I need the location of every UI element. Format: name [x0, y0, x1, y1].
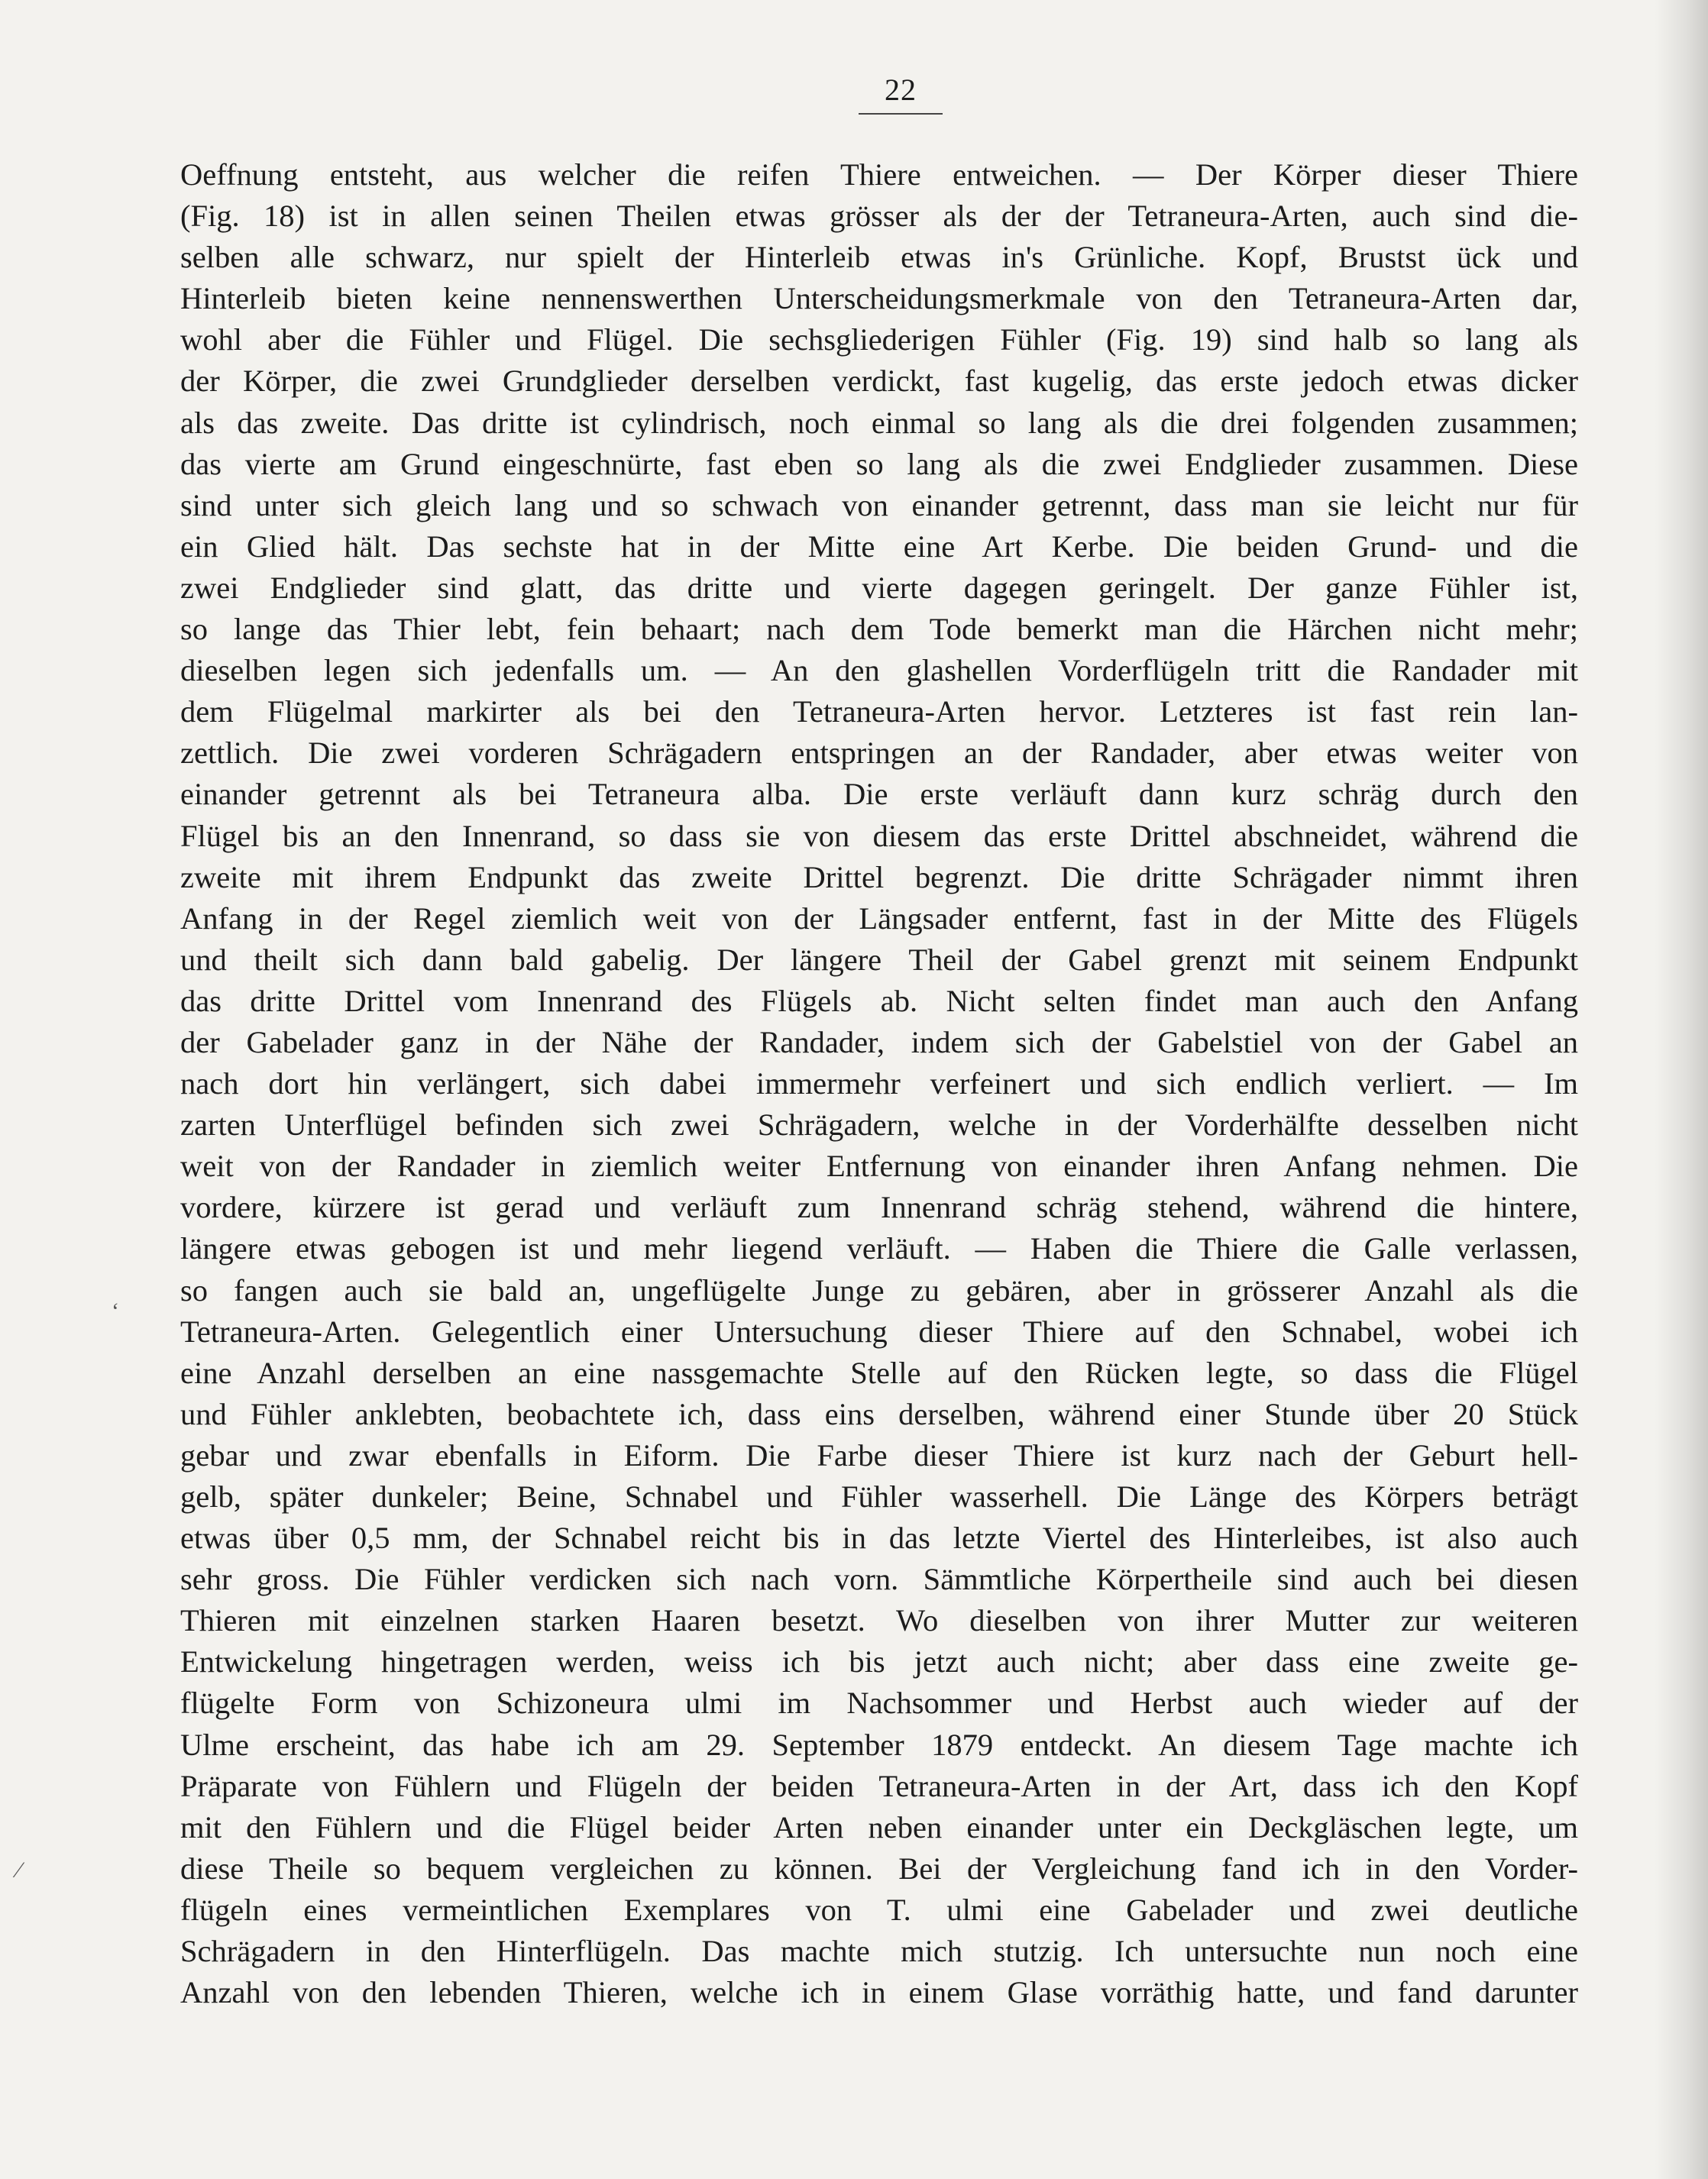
text-line: und theilt sich dann bald gabelig. Der längere Theil der Gabel grenzt mit seinem Endpunkt	[180, 942, 1578, 977]
text-line: Ulme erscheint, das habe ich am 29. September 1879 entdeckt. An diesem Tage machte ich	[180, 1727, 1578, 1762]
text-line: der Körper, die zwei Grundglieder derselben verdickt, fast kugelig, das erste jedoch etwas dicker	[180, 364, 1578, 399]
page-number-rule	[859, 113, 943, 115]
text-line: flügeln eines vermeintlichen Exemplares von T. ulmi eine Gabelader und zwei deutliche	[180, 1892, 1578, 1927]
text-line: Entwickelung hingetragen werden, weiss ich bis jetzt auch nicht; aber dass eine zweite ge-	[180, 1644, 1578, 1680]
text-line: gebar und zwar ebenfalls in Eiform. Die Farbe dieser Thiere ist kurz nach der Geburt hell-	[180, 1437, 1578, 1473]
text-line: Flügel bis an den Innenrand, so dass sie von diesem das erste Drittel abschneidet, während die	[180, 818, 1578, 853]
text-line: der Gabelader ganz in der Nähe der Randader, indem sich der Gabelstiel von der Gabel an	[180, 1024, 1578, 1059]
text-line: (Fig. 18) ist in allen seinen Theilen etwas grösser als der der Tetraneura-Arten, auch sind die-	[180, 199, 1578, 234]
text-line: so lange das Thier lebt, fein behaart; nach dem Tode bemerkt man die Härchen nicht mehr;	[180, 612, 1578, 647]
text-line: Anfang in der Regel ziemlich weit von der Längsader entfernt, fast in der Mitte des Flügels	[180, 900, 1578, 936]
text-line: das vierte am Grund eingeschnürte, fast eben so lang als die zwei Endglieder zusammen. Diese	[180, 446, 1578, 481]
text-line: wohl aber die Fühler und Flügel. Die sechsgliederigen Fühler (Fig. 19) sind halb so lang als	[180, 322, 1578, 357]
text-line: Thieren mit einzelnen starken Haaren besetzt. Wo dieselben von ihrer Mutter zur weiteren	[180, 1603, 1578, 1638]
text-line: Schrägadern in den Hinterflügeln. Das machte mich stutzig. Ich untersuchte nun noch eine	[180, 1934, 1578, 1969]
text-line: zettlich. Die zwei vorderen Schrägadern entspringen an der Randader, aber etwas weiter von	[180, 735, 1578, 771]
text-line: Anzahl von den lebenden Thieren, welche ich in einem Glase vorräthig hatte, und fand darunter	[180, 1975, 1578, 2010]
text-line: mit den Fühlern und die Flügel beider Arten neben einander unter ein Deckgläschen legte, um	[180, 1809, 1578, 1844]
text-line: einander getrennt als bei Tetraneura alba. Die erste verläuft dann kurz schräg durch den	[180, 777, 1578, 812]
text-line: zweite mit ihrem Endpunkt das zweite Drittel begrenzt. Die dritte Schrägader nimmt ihren	[180, 859, 1578, 894]
text-line: flügelte Form von Schizoneura ulmi im Nachsommer und Herbst auch wieder auf der	[180, 1686, 1578, 1721]
text-line: eine Anzahl derselben an eine nassgemachte Stelle auf den Rücken legte, so dass die Flügel	[180, 1355, 1578, 1390]
text-line: Oeffnung entsteht, aus welcher die reifen Thiere entweichen. — Der Körper dieser Thiere	[180, 157, 1578, 192]
text-line: Hinterleib bieten keine nennenswerthen Unterscheidungsmerkmale von den Tetraneura-Arten dar,	[180, 281, 1578, 316]
text-line: nach dort hin verlängert, sich dabei immermehr verfeinert und sich endlich verliert. — Im	[180, 1066, 1578, 1101]
text-line: selben alle schwarz, nur spielt der Hinterleib etwas in's Grünliche. Kopf, Brustst ück und	[180, 240, 1578, 275]
text-line: vordere, kürzere ist gerad und verläuft zum Innenrand schräg stehend, während die hintere,	[180, 1190, 1578, 1225]
text-line: dieselben legen sich jedenfalls um. — An den glashellen Vorderflügeln tritt die Randader mit	[180, 653, 1578, 688]
text-line: dem Flügelmal markirter als bei den Tetraneura-Arten hervor. Letzteres ist fast rein lan-	[180, 694, 1578, 729]
body-text	[180, 154, 1578, 2013]
text-line: etwas über 0,5 mm, der Schnabel reicht bis in das letzte Viertel des Hinterleibes, ist also auch	[180, 1521, 1578, 1556]
margin-pencil-mark: ⁄	[17, 1857, 21, 1883]
text-line: zarten Unterflügel befinden sich zwei Schrägadern, welche in der Vorderhälfte desselben nicht	[180, 1107, 1578, 1143]
text-line: zwei Endglieder sind glatt, das dritte und vierte dagegen geringelt. Der ganze Fühler ist,	[180, 570, 1578, 605]
text-line: gelb, später dunkeler; Beine, Schnabel und Fühler wasserhell. Die Länge des Körpers beträgt	[180, 1479, 1578, 1514]
page-number: 22	[885, 73, 917, 107]
page-edge-shadow	[1655, 0, 1708, 2179]
text-line: Tetraneura-Arten. Gelegentlich einer Untersuchung dieser Thiere auf den Schnabel, wobei ich	[180, 1314, 1578, 1349]
text-line: diese Theile so bequem vergleichen zu können. Bei der Vergleichung fand ich in den Vorder-	[180, 1851, 1578, 1886]
text-line: längere etwas gebogen ist und mehr liegend verläuft. — Haben die Thiere die Galle verlassen,	[180, 1231, 1578, 1266]
text-line: und Fühler anklebten, beobachtete ich, dass eins derselben, während einer Stunde über 20 Stück	[180, 1396, 1578, 1431]
margin-speck: ʻ	[112, 1298, 119, 1324]
text-line: so fangen auch sie bald an, ungeflügelte Junge zu gebären, aber in grösserer Anzahl als die	[180, 1272, 1578, 1308]
text-line: sind unter sich gleich lang und so schwach von einander getrennt, dass man sie leicht nur für	[180, 487, 1578, 522]
text-line: sehr gross. Die Fühler verdicken sich nach vorn. Sämmtliche Körpertheile sind auch bei diesen	[180, 1562, 1578, 1597]
text-line: weit von der Randader in ziemlich weiter Entfernung von einander ihren Anfang nehmen. Die	[180, 1149, 1578, 1184]
text-line: als das zweite. Das dritte ist cylindrisch, noch einmal so lang als die drei folgenden zusammen;	[180, 405, 1578, 440]
text-line: das dritte Drittel vom Innenrand des Flügels ab. Nicht selten findet man auch den Anfang	[180, 983, 1578, 1018]
text-line: Präparate von Fühlern und Flügeln der beiden Tetraneura-Arten in der Art, dass ich den Kopf	[180, 1768, 1578, 1803]
text-line: ein Glied hält. Das sechste hat in der Mitte eine Art Kerbe. Die beiden Grund- und die	[180, 529, 1578, 564]
